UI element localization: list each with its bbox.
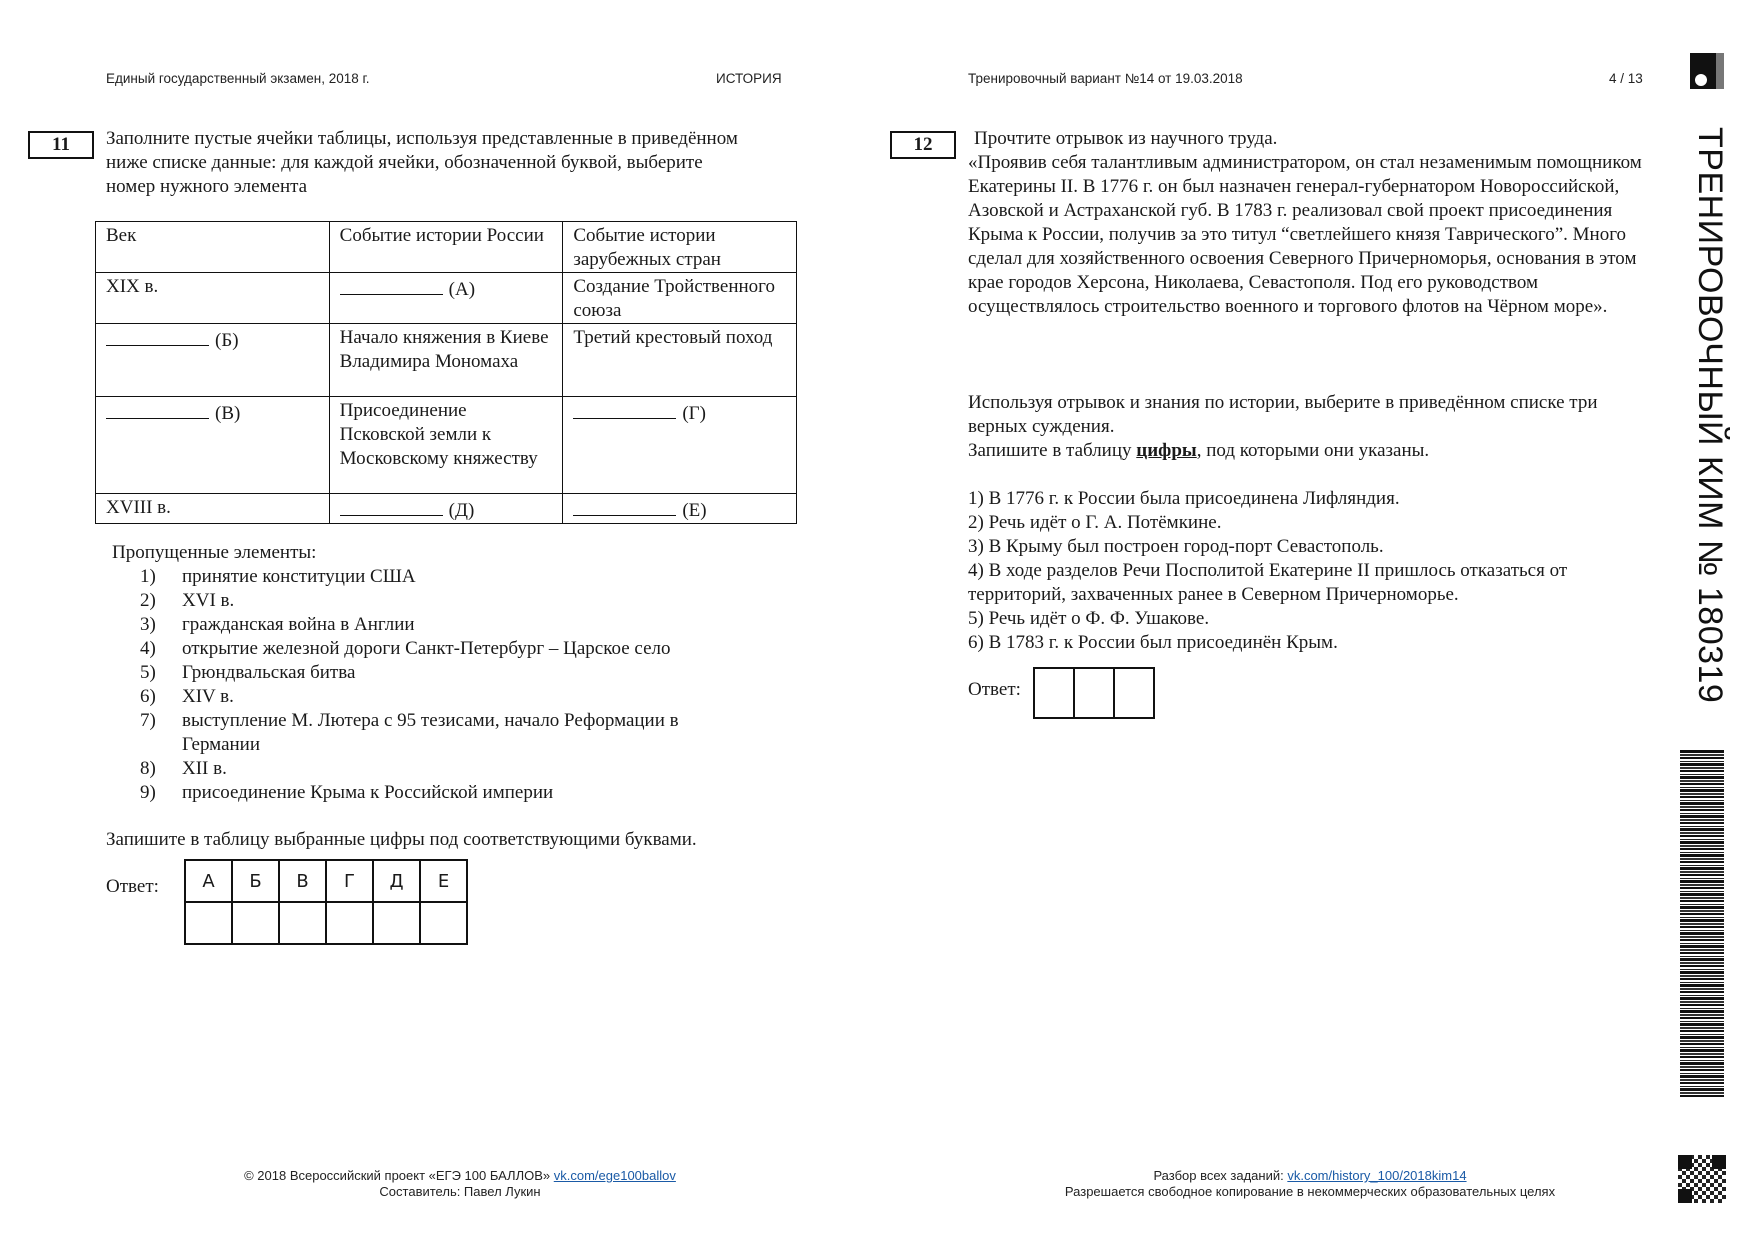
- list-item: 9) присоединение Крыма к Российской империи: [140, 782, 554, 803]
- copyright-text: © 2018 Всероссийский проект «ЕГЭ 100 БАЛЛОВ»: [244, 1168, 554, 1183]
- answer-letter: В: [279, 860, 326, 902]
- answer-cell-b[interactable]: [232, 902, 279, 944]
- answer-letter: Д: [373, 860, 420, 902]
- answer-grid-task12: [1033, 667, 1155, 719]
- answer-letters-row: [185, 860, 467, 902]
- blank-line: [106, 326, 209, 346]
- answer-cell-v[interactable]: [279, 902, 326, 944]
- list-item: 1) принятие конституции США: [140, 566, 416, 587]
- answer-label: Ответ:: [106, 876, 159, 897]
- footer-left: [180, 1168, 740, 1200]
- header-variant: Тренировочный вариант №14 от 19.03.2018: [968, 71, 1243, 86]
- emphasis: цифры: [1136, 440, 1197, 461]
- table-row: [96, 324, 797, 397]
- list-item: 3) В Крыму был построен город-порт Севастополь.: [968, 536, 1384, 557]
- list-item: 6) В 1783 г. к России был присоединён Крым.: [968, 632, 1338, 653]
- table-cell: XVIII в.: [96, 494, 330, 524]
- instruction-text: Запишите в таблицу цифры, под которыми они указаны.: [968, 440, 1430, 461]
- blank-line: [573, 496, 676, 516]
- header-page-number: 4 / 13: [1609, 71, 1643, 86]
- answer-cell-1[interactable]: [1034, 668, 1074, 718]
- header-exam-title: Единый государственный экзамен, 2018 г.: [106, 71, 370, 86]
- blank-cell-d[interactable]: [329, 494, 563, 524]
- blank-cell-b[interactable]: [96, 324, 330, 397]
- table-cell: Присоединение Псковской земли к Московскому княжеству: [329, 397, 563, 494]
- header-cell: Событие истории России: [329, 222, 563, 273]
- answer-cell-2[interactable]: [1074, 668, 1114, 718]
- blank-line: [106, 399, 209, 419]
- answer-input-row: [185, 902, 467, 944]
- list-item: 6) XIV в.: [140, 686, 234, 707]
- answer-letter: Е: [420, 860, 467, 902]
- answer-letter: А: [185, 860, 232, 902]
- author-text: Составитель: Павел Лукин: [379, 1184, 541, 1199]
- missing-elements-list: [140, 565, 742, 805]
- answer-letter: Б: [232, 860, 279, 902]
- write-instruction: Запишите в таблицу выбранные цифры под соответствующими буквами.: [106, 829, 697, 850]
- answer-label: Ответ:: [968, 679, 1021, 700]
- vertical-kim-title: ТРЕНИРОВОЧНЫЙ КИМ № 180319: [1691, 127, 1729, 704]
- table-cell: Создание Тройственного союза: [563, 273, 797, 324]
- blank-line: [340, 275, 443, 295]
- blank-cell-e[interactable]: [563, 494, 797, 524]
- table-cell: Начало княжения в Киеве Владимира Мономаха: [329, 324, 563, 397]
- table-header-row: [96, 222, 797, 273]
- list-item: 7) выступление М. Лютера с 95 тезисами, начало Реформации в Германии: [140, 710, 679, 755]
- task12-instruction: [968, 391, 1658, 463]
- list-item: 5) Грюндвальская битва: [140, 662, 356, 683]
- vk-project-link[interactable]: vk.com/ege100ballov: [553, 1168, 676, 1183]
- list-item: 4) открытие железной дороги Санкт-Петербург – Царское село: [140, 638, 671, 659]
- blank-cell-v[interactable]: [96, 397, 330, 494]
- analysis-text: Разбор всех заданий:: [1153, 1168, 1288, 1183]
- missing-elements-title: Пропущенные элементы:: [112, 542, 317, 563]
- task-number-box: 12: [890, 131, 956, 159]
- footer-right: [1010, 1168, 1610, 1200]
- table-row: [96, 397, 797, 494]
- list-item: 4) В ходе разделов Речи Посполитой Екатерине II пришлось отказаться от территорий, захваченных ранее в Северном Причерноморье.: [968, 560, 1568, 605]
- answer-cell-a[interactable]: [185, 902, 232, 944]
- header-cell: Век: [96, 222, 330, 273]
- table-cell: Третий крестовый поход: [563, 324, 797, 397]
- list-item: 1) В 1776 г. к России была присоединена Лифляндия.: [968, 488, 1400, 509]
- statements-list: [968, 487, 1658, 655]
- blank-cell-g[interactable]: [563, 397, 797, 494]
- blank-line: [573, 399, 676, 419]
- header-cell: Событие истории зарубежных стран: [563, 222, 797, 273]
- answer-grid-task11: [184, 859, 468, 945]
- cell-letter: (В): [215, 403, 241, 424]
- list-item: 2) Речь идёт о Г. А. Потёмкине.: [968, 512, 1222, 533]
- answer-letter: Г: [326, 860, 373, 902]
- task12-excerpt: «Проявив себя талантливым администратором, он стал незаменимым помощником Екатерины II. В 1776 г. он был назначен генерал-губернатором Новороссийской, Азовской и Астраханской губ. В 1783 г. реализовал свой проект присоединения Крыма к России, получив за это титул “светлейшего князя Таврического”. Много сделал для хозяйственного освоения Северного Причерноморья, основания в этом крае городов Херсона, Николаева, Севастополя. Под его руководством осуществлялось строительство военного и торгового флотов на Чёрном море».: [968, 152, 1642, 317]
- table-cell: XIX в.: [96, 273, 330, 324]
- logo-icon: [1690, 53, 1718, 89]
- task-number-box: 11: [28, 131, 94, 159]
- blank-line: [340, 496, 443, 516]
- answer-cell-e[interactable]: [420, 902, 467, 944]
- cell-letter: (Д): [448, 500, 475, 521]
- answer-cell-g[interactable]: [326, 902, 373, 944]
- answer-cell-3[interactable]: [1114, 668, 1154, 718]
- cell-letter: (Г): [682, 403, 706, 424]
- cell-letter: (Е): [682, 500, 707, 521]
- task11-instruction: Заполните пустые ячейки таблицы, используя представленные в приведённом ниже списке данные: для каждой ячейки, обозначенной буквой, выберите номер нужного элемента: [106, 128, 738, 197]
- header-subject: ИСТОРИЯ: [716, 71, 782, 86]
- instruction-text: Используя отрывок и знания по истории, выберите в приведённом списке три верных суждения.: [968, 392, 1598, 437]
- task12-intro: Прочтите отрывок из научного труда.: [974, 128, 1278, 149]
- cell-letter: (А): [448, 279, 476, 300]
- table-row: [96, 273, 797, 324]
- list-item: 3) гражданская война в Англии: [140, 614, 415, 635]
- cell-letter: (Б): [215, 330, 239, 351]
- qr-code-icon: [1678, 1155, 1726, 1203]
- list-item: 5) Речь идёт о Ф. Ф. Ушакове.: [968, 608, 1210, 629]
- list-item: 2) XVI в.: [140, 590, 235, 611]
- events-table: [95, 221, 797, 524]
- answer-cell-d[interactable]: [373, 902, 420, 944]
- copy-permission-text: Разрешается свободное копирование в некоммерческих образовательных целях: [1064, 1184, 1556, 1199]
- analysis-link[interactable]: vk.com/history_100/2018kim14: [1287, 1168, 1467, 1183]
- list-item: 8) XII в.: [140, 758, 227, 779]
- barcode-icon: [1680, 750, 1724, 1098]
- blank-cell-a[interactable]: [329, 273, 563, 324]
- table-row: [96, 494, 797, 524]
